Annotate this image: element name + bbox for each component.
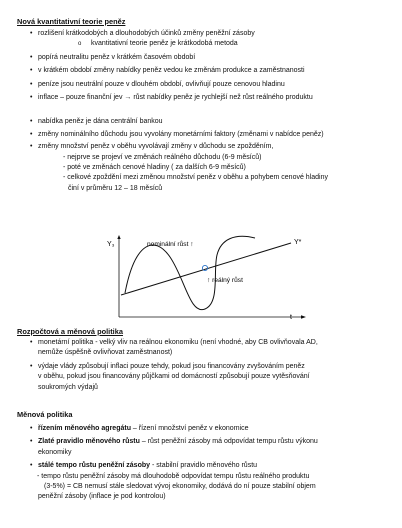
list-item: • inflace – pouze finanční jev → růst nabídky peněz je rychlejší než růst reálného produktu [16,93,328,103]
list-item-text: (3-5%) = CB nemusí stále sledovat vývoj ekonomiky, dodává do ní pouze stabilní objem [44,483,316,491]
monetary-policy-list [16,424,318,503]
section-heading-budget-monetary-policy: Rozpočtová a měnová politika [17,327,123,336]
list-item-continuation [16,492,318,502]
list-item: • rozlišení krátkodobých a dlouhodobých účinků změny peněžní zásoby [16,29,328,39]
list-item: • peníze jsou neutrální pouze v dlouhém období, ovlivňují pouze cenovou hladinu [16,80,328,90]
quantity-theory-list [16,29,328,194]
x-axis-label: t [290,314,292,321]
list-item: • změny nominálního důchodu jsou vyvolány monetárními faktory (změnami v nabídce peněz) [16,130,328,140]
y-axis-arrow [117,235,120,239]
list-item: • popírá neutralitu peněz v krátkém časovém období [16,53,328,63]
list-subitem: o kvantitativní teorie peněz je krátkodobá metoda [16,39,328,49]
section-heading-quantity-theory: Nová kvantitativní teorie peněz [17,17,126,26]
list-subline: činí v průměru 12 – 18 měsíců [68,184,163,192]
budget-policy-list [16,338,318,393]
list-item-text: – růst peněžní zásoby má odpovídat tempu růstu výkonu [139,438,318,446]
list-item: • monetární politika - velký vliv na reálnou ekonomiku (není vhodné, aby CB ovlivňovala AD, [16,338,318,348]
list-subline: - poté ve změnách cenové hladiny ( za dalších 6-9 měsíců) [63,164,246,172]
trend-line [121,243,291,295]
list-subline: - nejprve se projeví ve změnách reálného důchodu (6-9 měsíců) [63,153,262,161]
list-item-text: - stabilní pravidlo měnového růstu [150,462,258,470]
list-item-continuation: v oběhu, pokud jsou financovány půjčkami od domácností způsobují pouze vytěsňování [38,373,310,381]
y-axis-label: Y₃ [107,241,115,248]
list-item [16,437,318,447]
list-item-text: ekonomiky [38,448,72,456]
list-item-term: stálé tempo růstu peněžní zásoby [38,462,151,470]
list-item-continuation [16,472,318,482]
section-heading-monetary-policy: Měnová politika [17,410,73,419]
list-item-term: Zlaté pravidlo měnového růstu [38,438,140,446]
list-item-text: - tempo růstu peněžní zásoby má dlouhodobě odpovídat tempu růstu reálného produktu [37,472,310,480]
nominal-growth-label: nominální růst ↑ [147,241,194,248]
list-item: • nabídka peněz je dána centrální bankou [16,117,328,127]
list-item: • v krátkém období změny nabídky peněz vedou ke změnám produkce a zaměstnanosti [16,66,328,76]
list-item [16,461,318,471]
list-item-continuation [16,482,318,492]
list-item-text: peněžní zásoby (inflace je pod kontrolou) [38,493,166,501]
list-item: • změny množství peněz v oběhu vyvolávají změny v důchodu se zpožděním, [16,142,328,152]
real-growth-label: ↑ reálný růst [207,277,243,284]
list-item [16,424,318,434]
list-item-term: řízením měnového agregátu [38,425,131,432]
money-growth-diagram [95,233,310,323]
list-item-continuation [16,448,318,458]
x-axis-arrow [301,315,306,319]
list-item-continuation: soukromých výdajů [38,383,98,391]
list-item-continuation: nemůže úspěšně ovlivňovat zaměstnanost) [38,349,173,357]
trend-label: Y* [294,239,302,246]
list-item-text: – řízení množství peněz v ekonomice [130,425,249,432]
list-item: • výdaje vlády způsobují inflaci pouze tehdy, pokud jsou financovány zvyšováním peněz [16,362,318,372]
list-subline: - celkové zpoždění mezi změnou množství peněz v oběhu a pohybem cenové hladiny [63,174,328,182]
